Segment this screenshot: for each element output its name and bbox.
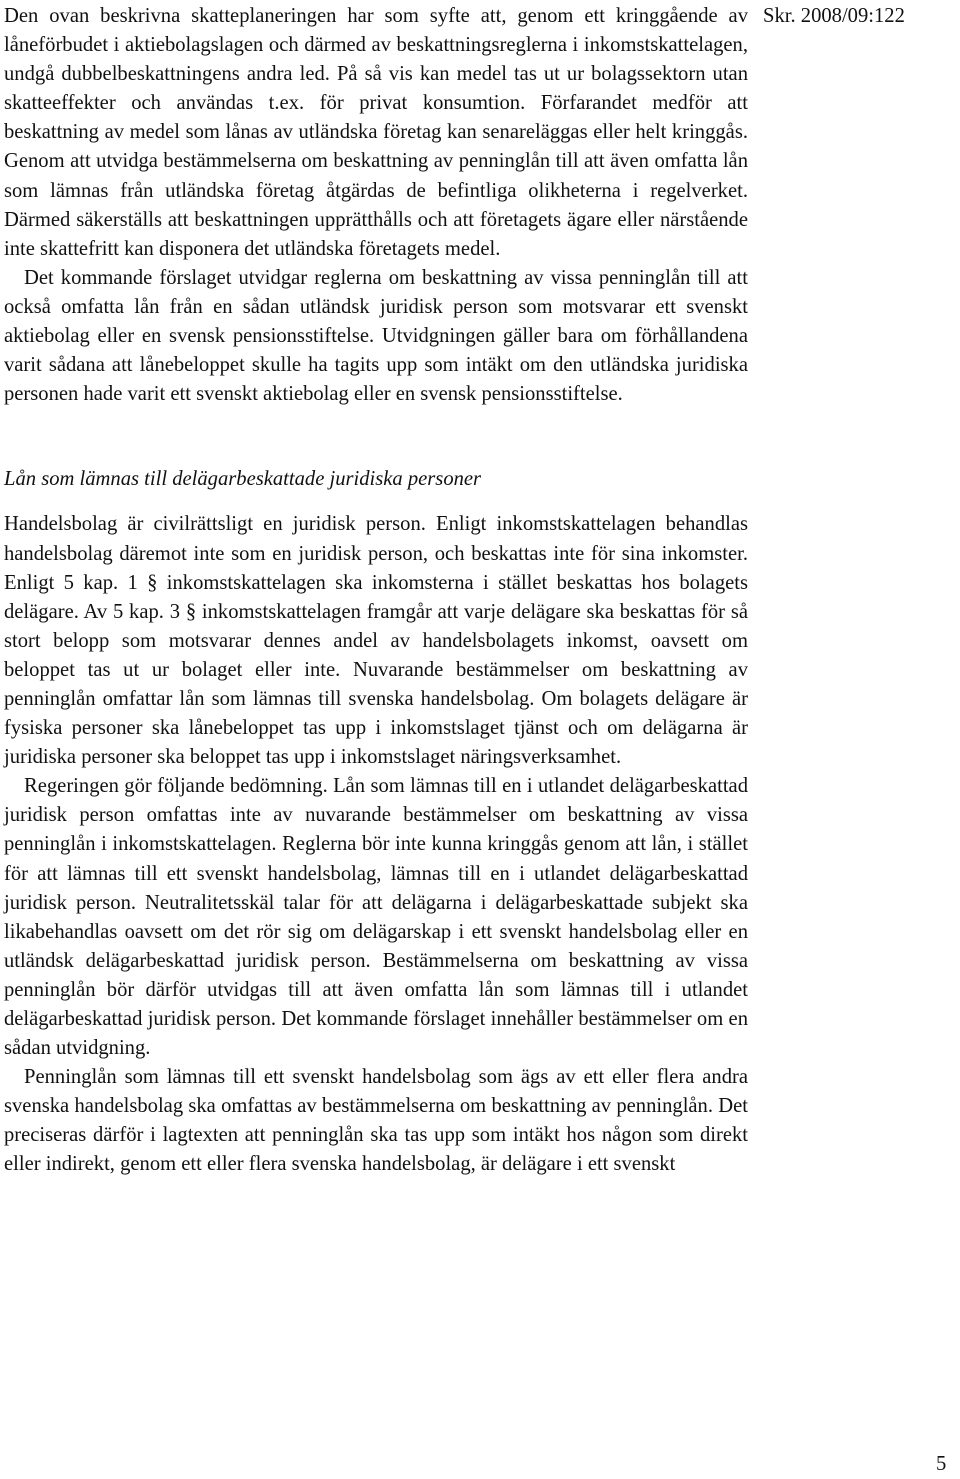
body-paragraph: Den ovan beskrivna skatteplaneringen har som syfte att, genom ett kringgående av låneförbudet i aktiebolagslagen och därmed av beskattningsreglerna i inkomstskattelagen, undgå dubbelbeskattningens andra led. På så vis kan medel tas ut ur bolagssektorn utan skatteeffekter och användas t.ex. för privat konsumtion. Förfarandet medför att beskattning av medel som lånas av utländska företag kan senareläggas eller helt kringgås. Genom att utvidga bestämmelserna om beskattning av penninglån till att även omfatta lån som lämnas från utländska företag åtgärdas de befintliga olikheterna i regelverket. Därmed säkerställs att beskattningen upprätthålls och att företagets ägare eller närstående inte skattefritt kan disponera det utländska företagets medel. (4, 5, 748, 260)
section-heading: Lån som lämnas till delägarbeskattade juridiska personer (4, 468, 482, 491)
body-paragraph: Handelsbolag är civilrättsligt en juridisk person. Enligt inkomstskattelagen behandlas handelsbolag däremot inte som en juridisk person, och beskattas inte för sina inkomster. Enligt 5 kap. 1 § inkomstskattelagen ska inkomsterna i stället beskattas hos bolagets delägare. Av 5 kap. 3 § inkomstskattelagen framgår att varje delägare ska beskattas för så stort belopp som motsvarar dennes andel av handelsbolagets inkomst, oavsett om beloppet tas ut ur bolaget eller inte. Nuvarande bestämmelser om beskattning av penninglån omfattar lån som lämnas till svenska handelsbolag. Om bolagets delägare är fysiska personer ska lånebeloppet tas upp i inkomstslaget tjänst och om delägarna är juridiska personer ska beloppet tas upp i inkomstslaget näringsverksamhet. (4, 513, 748, 769)
body-paragraph: Det kommande förslaget utvidgar reglerna om beskattning av vissa penninglån till att också omfatta lån från en sådan utländsk juridisk person som motsvarar ett svenskt aktiebolag eller en svensk pensionsstiftelse. Utvidgningen gäller bara om förhållandena varit sådana att lånebeloppet skulle ha tagits upp som intäkt om den utländska juridiska personen hade varit ett svenskt aktiebolag eller en svensk pensionsstiftelse. (4, 266, 748, 406)
body-paragraph: Penninglån som lämnas till ett svenskt handelsbolag som ägs av ett eller flera andra svenska handelsbolag ska omfattas av bestämmelserna om beskattning av penninglån. Det preciseras därför i lagtexten att penninglån ska tas upp som intäkt hos någon som direkt eller indirekt, genom ett eller flera svenska handelsbolag, är delägare i ett svenskt (4, 1066, 748, 1176)
body-paragraph: Regeringen gör följande bedömning. Lån som lämnas till en i utlandet delägarbeskattad juridisk person omfattas inte av nuvarande bestämmelser om beskattning av vissa penninglån i inkomstskattelagen. Reglerna bör inte kunna kringgås genom att lån, i stället för att lämnas till ett svenskt handelsbolag, lämnas till en i utlandet delägarbeskattad juridisk person. Neutralitetsskäl talar för att delägarna i delägarbeskattade subjekt ska likabehandlas oavsett om det rör sig om delägarskap i ett svenskt handelsbolag eller en utländsk delägarbeskattad juridisk person. Bestämmelserna om beskattning av vissa penninglån bör därför utvidgas till att även omfatta lån som lämnas till i utlandet delägarbeskattad juridisk person. Det kommande förslaget innehåller bestämmelser om en sådan utvidgning. (4, 775, 748, 1060)
page-number: 5 (936, 1453, 947, 1475)
document-reference: Skr. 2008/09:122 (763, 5, 905, 27)
document-body (4, 2, 748, 1180)
